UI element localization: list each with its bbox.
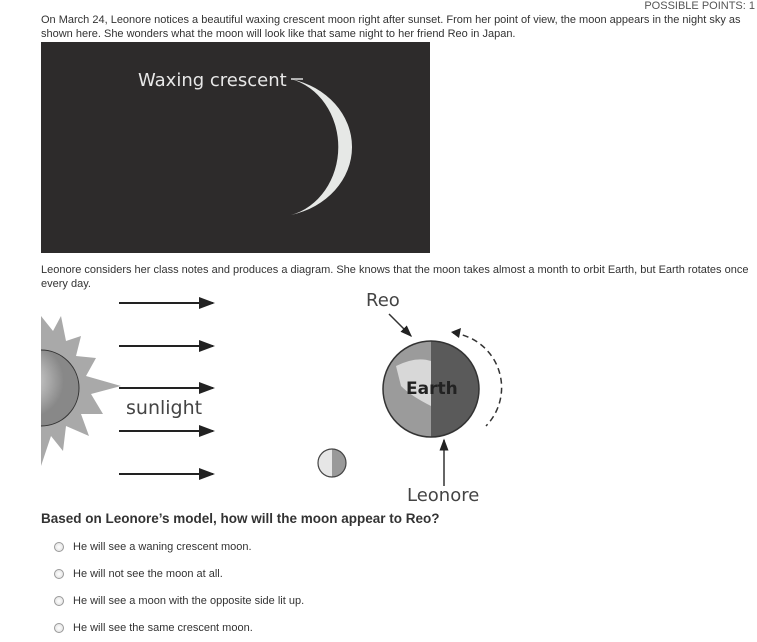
earth-label: Earth — [406, 379, 458, 399]
option-2[interactable] — [54, 568, 223, 580]
sunlight-label: sunlight — [126, 397, 203, 419]
option-4[interactable] — [54, 622, 253, 634]
intro-text: On March 24, Leonore notices a beautiful waxing crescent moon right after sunset. From her point of view, the moon appears in the night sky as shown here. She wonders what the moon will look like that same night to her friend Reo in Japan. — [41, 14, 741, 40]
waxing-crescent-label: Waxing crescent — [138, 70, 287, 91]
reo-label: Reo — [366, 290, 400, 311]
sunlight-arrows — [119, 303, 213, 474]
option-label: He will see a moon with the opposite side lit up. — [73, 595, 305, 607]
option-3[interactable] — [54, 595, 304, 607]
radio-button[interactable] — [54, 596, 64, 606]
radio-button[interactable] — [54, 623, 64, 633]
notes-text: Leonore considers her class notes and produces a diagram. She knows that the moon takes almost a month to orbit Earth, but Earth rotates once every day. — [41, 264, 749, 290]
rotation-arrowhead — [451, 328, 461, 338]
sun-icon — [41, 316, 121, 466]
reo-arrow — [389, 314, 411, 336]
earth-icon — [383, 341, 479, 437]
crescent-moon — [291, 79, 352, 215]
sun-earth-moon-diagram — [41, 286, 511, 508]
possible-points: POSSIBLE POINTS: 1 — [644, 0, 755, 12]
radio-button[interactable] — [54, 569, 64, 579]
waxing-crescent-image — [41, 42, 430, 253]
leonore-label: Leonore — [407, 485, 480, 506]
option-label: He will see the same crescent moon. — [73, 622, 253, 634]
option-label: He will see a waning crescent moon. — [73, 541, 252, 553]
question-text: Based on Leonore’s model, how will the moon appear to Reo? — [41, 511, 440, 526]
moon-icon — [318, 449, 346, 477]
option-1[interactable] — [54, 541, 252, 553]
radio-button[interactable] — [54, 542, 64, 552]
option-label: He will not see the moon at all. — [73, 568, 223, 580]
